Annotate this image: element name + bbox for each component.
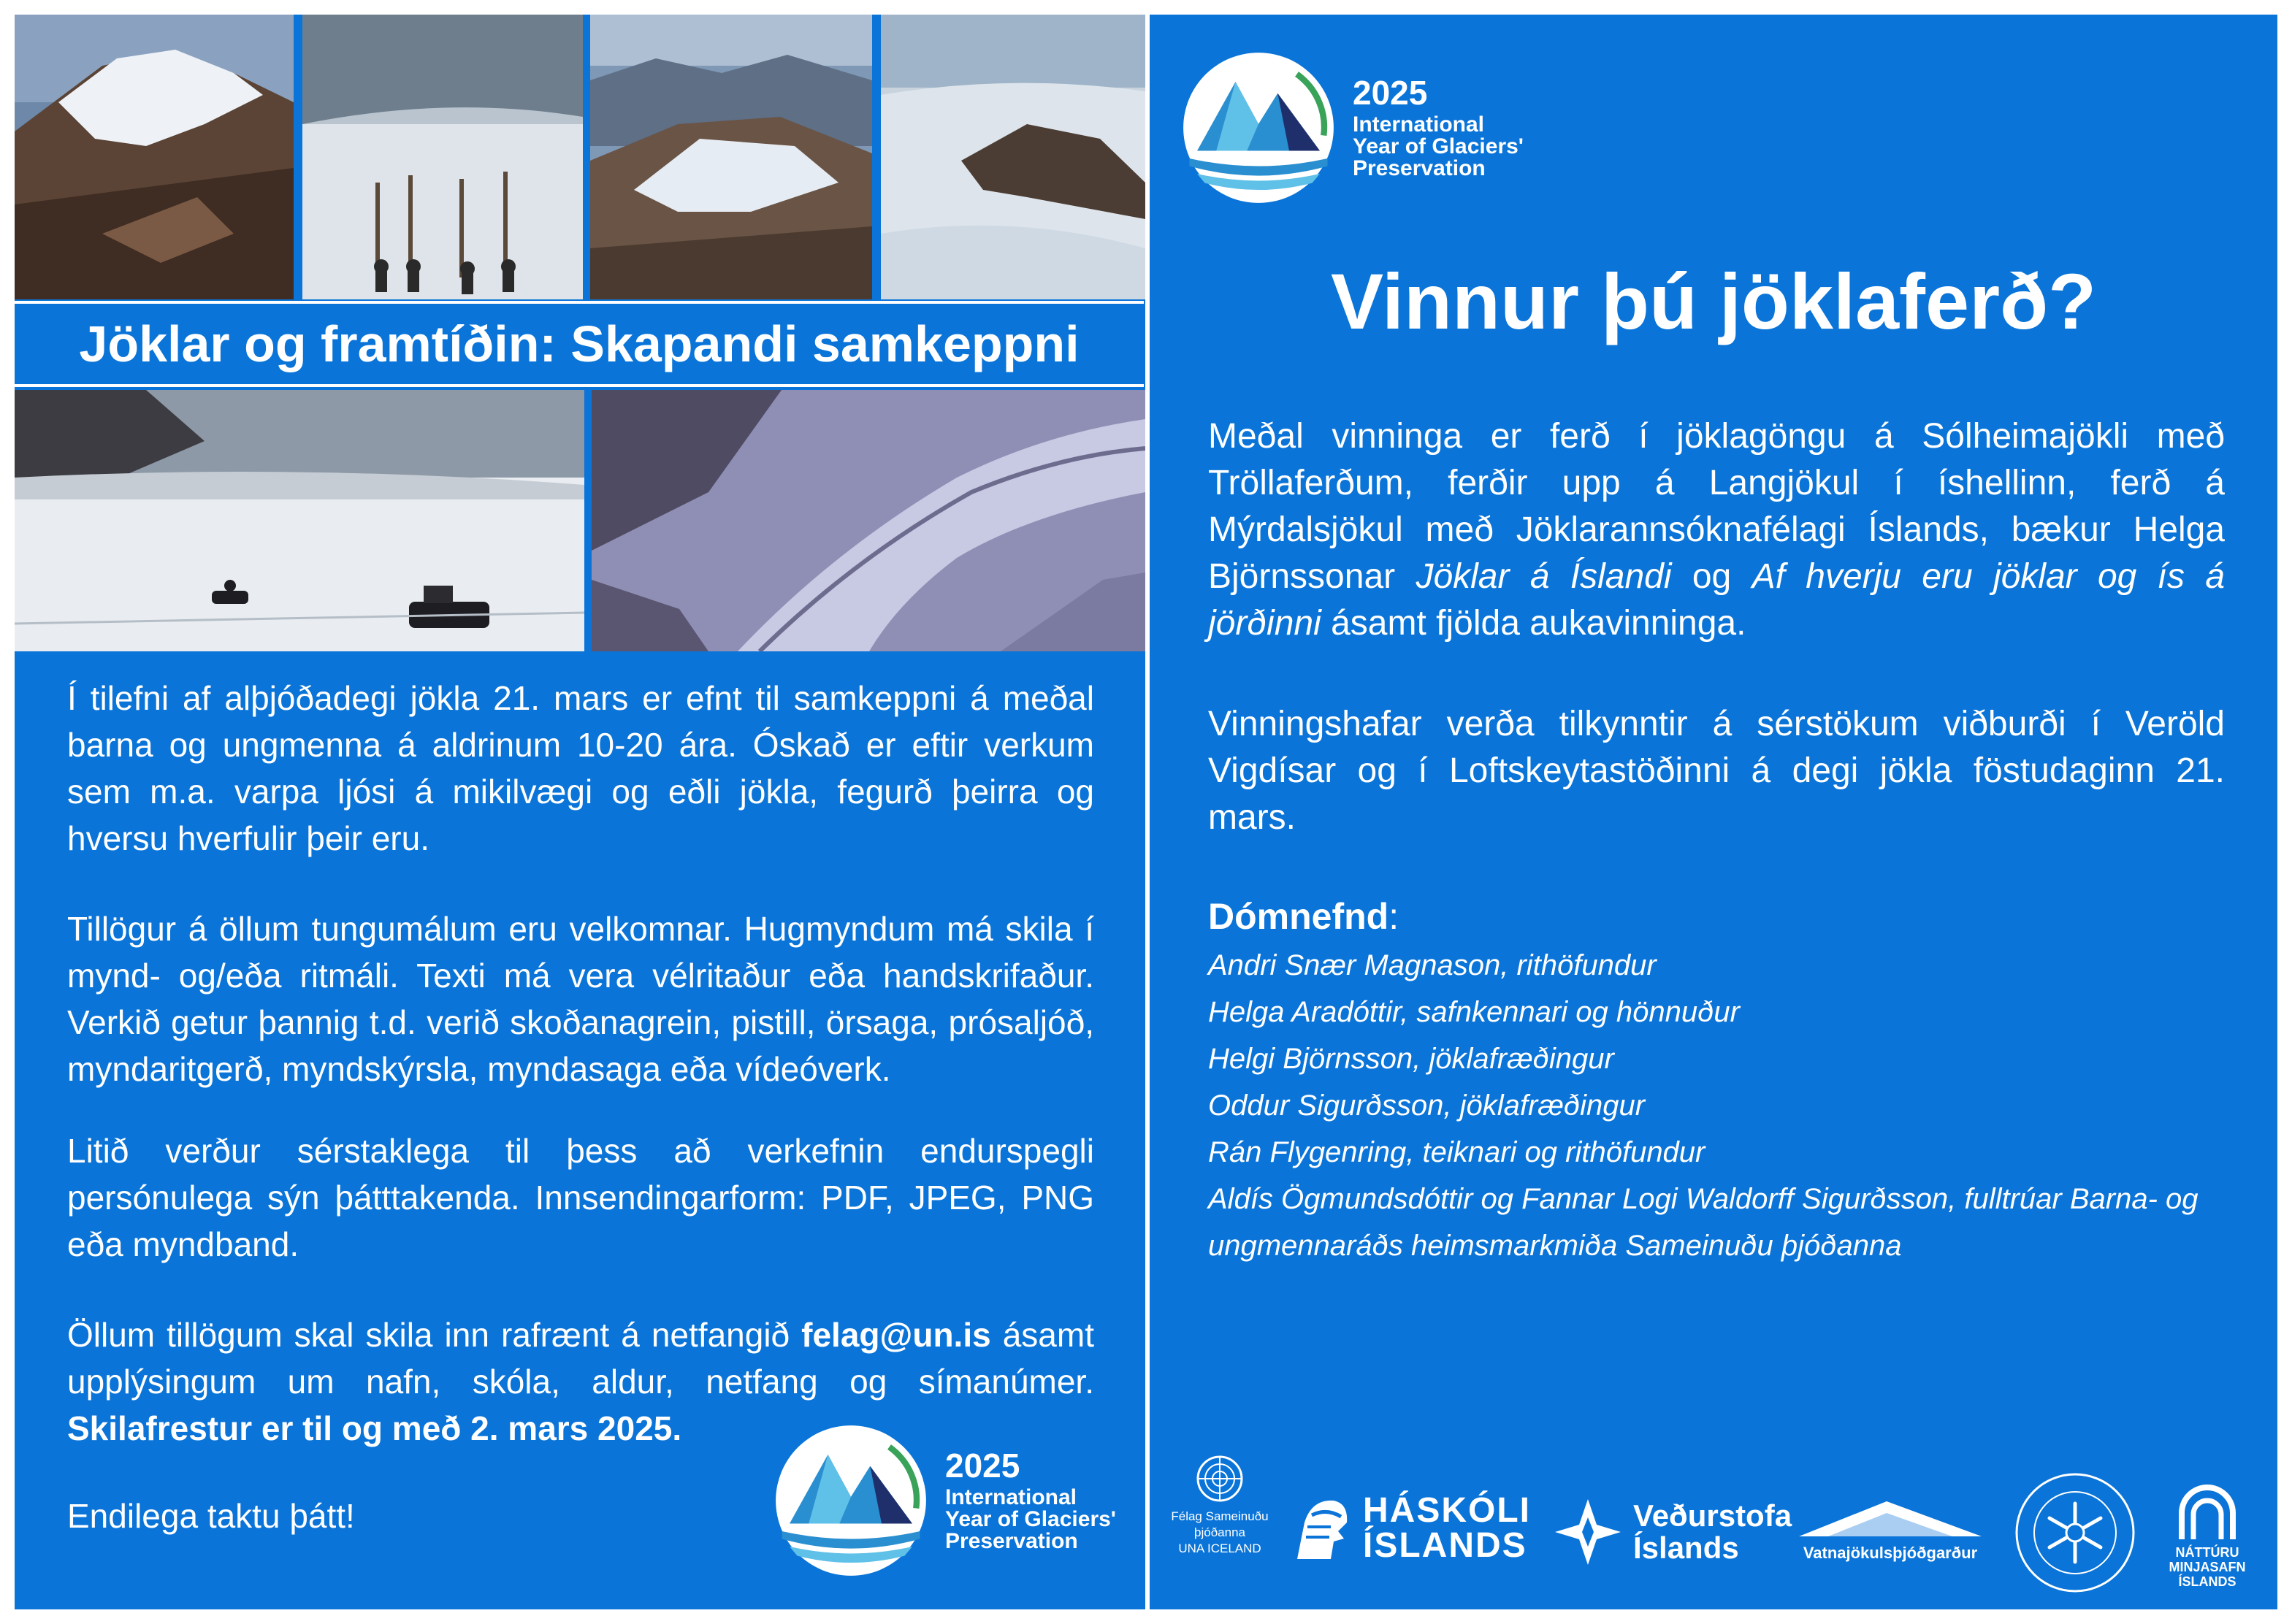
iygp-emblem-icon <box>774 1424 928 1577</box>
una-line3: UNA ICELAND <box>1178 1541 1261 1555</box>
vedurstofa-logo <box>1551 1495 1792 1569</box>
jury-colon: : <box>1388 896 1399 937</box>
photo-ice-cap-aerial <box>881 15 1145 299</box>
intro-paragraph: Í tilefni af alþjóðadegi jökla 21. mars er efnt til samkeppni á meðal barna og ungmenna á aldrinum 10-20 ára. Óskað er eftir verkum sem m.a. varpa ljósi á mikilvægi og eðli jökla, fegurð þeirra og hversu hverfulir þeir eru. <box>67 679 1094 857</box>
prizes-paragraph <box>1208 413 2225 647</box>
iygp-line1: International <box>945 1485 1077 1509</box>
photo-glacier-tongue <box>592 390 1145 651</box>
vatnajokull-logo <box>1795 1497 1985 1563</box>
iygp-line1: International <box>1353 112 1485 137</box>
iygp-line3: Preservation <box>945 1529 1078 1553</box>
iygp-line3: Preservation <box>1353 156 1486 180</box>
jury-member: Helgi Björnsson, jöklafræðingur <box>1208 1043 1614 1075</box>
iygp-year: 2025 <box>1353 74 1428 112</box>
submission-text-a: Öllum tillögum skal skila inn rafrænt á netfangið <box>67 1316 802 1354</box>
contact-email-link[interactable]: felag@un.is <box>801 1316 991 1354</box>
iygp-logo-top <box>1182 51 1524 204</box>
book-title-2: Af hverju eru jöklar og ís á jörðinni <box>1208 557 2226 643</box>
iygp-logo-bottom <box>774 1424 1116 1577</box>
glacier-mountain-icon <box>1799 1497 1982 1538</box>
call-to-action: Endilega taktu þátt! <box>67 1497 355 1535</box>
arch-icon <box>2176 1482 2239 1541</box>
book-title-1: Jöklar á Íslandi <box>1416 557 1672 596</box>
jorfi-logo <box>2013 1471 2137 1595</box>
photo-snow-volcano <box>15 15 294 299</box>
hi-line2: ÍSLANDS <box>1363 1526 1527 1565</box>
iygp-wordmark <box>945 1449 1116 1552</box>
iygp-wordmark <box>1353 76 1524 180</box>
nmsi-line1: NÁTTÚRU <box>2175 1545 2239 1560</box>
haskoli-islands-logo <box>1290 1493 1531 1563</box>
vatna-label: Vatnajökulsþjóðgarður <box>1803 1544 1978 1562</box>
jury-member: Oddur Sigurðsson, jöklafræðingur <box>1208 1089 1646 1122</box>
jury-member: Andri Snær Magnason, rithöfundur <box>1208 949 1657 981</box>
submission-format-paragraph: Tillögur á öllum tungumálum eru velkomnar. Hugmyndum má skila í mynd- og/eða ritmáli. Texti má vera vélritaður eða handskrifaður. Verkið getur þannig t.d. verið skoðanagrein, pistill, örsaga, prósaljóð, myndaritgerð, myndskýrsla, myndasaga eða vídeóverk. <box>67 910 1094 1088</box>
jury-list <box>1208 942 2245 1269</box>
una-iceland-logo <box>1169 1453 1271 1557</box>
jury-heading <box>1208 895 1399 938</box>
photo-snowmobiles <box>15 390 584 651</box>
photo-poles-team <box>302 15 583 299</box>
deadline-text: Skilafrestur er til og með 2. mars 2025. <box>67 1409 682 1447</box>
iygp-year: 2025 <box>945 1447 1020 1485</box>
photo-aerial-mountain <box>590 15 872 299</box>
vi-line2: Íslands <box>1633 1531 1739 1565</box>
criteria-paragraph: Litið verður sérstaklega til þess að verkefnin endurspegli persónulega sýn þátttakenda. Innsendingarform: PDF, JPEG, PNG eða myndband. <box>67 1132 1094 1263</box>
prizes-text-a: Meðal vinninga er ferð í jöklagöngu á Sólheimajökli með Tröllaferðum, ferðir upp á Langjökul í íshellinn, ferð á Mýrdalsjökul með Jöklarannsóknafélagi Íslands, bækur Helga Björnssonar <box>1208 417 2225 596</box>
title-banner <box>15 301 1144 387</box>
prize-heading: Vinnur þú jöklaferð? <box>1330 257 2097 345</box>
athena-head-icon <box>1290 1493 1353 1563</box>
vi-line1: Veðurstofa <box>1633 1498 1792 1533</box>
weather-star-icon <box>1551 1495 1624 1569</box>
winners-paragraph: Vinningshafar verða tilkynntir á sérstökum viðburði í Veröld Vigdísar og í Loftskeytastöðinni á degi jökla föstudaginn 21. mars. <box>1208 705 2225 837</box>
jury-member: Rán Flygenring, teiknari og rithöfundur <box>1208 1136 1705 1168</box>
prizes-og: og <box>1671 557 1752 596</box>
submission-text-b: ásamt upplýsingum um nafn, skóla, aldur, netfang og símanúmer. <box>67 1316 1094 1401</box>
prizes-text-b: ásamt fjölda aukavinninga. <box>1321 604 1746 643</box>
iygp-emblem-icon <box>1182 51 1335 204</box>
iygp-line2: Year of Glaciers' <box>945 1507 1116 1531</box>
jury-label: Dómnefnd <box>1208 896 1389 937</box>
iygp-line2: Year of Glaciers' <box>1353 134 1524 158</box>
jury-member: Aldís Ögmundsdóttir og Fannar Logi Waldorff Sigurðsson, fulltrúar Barna- og ungmennaráðs heimsmarkmiða Sameinuðu þjóðanna <box>1208 1183 2199 1262</box>
jury-member: Helga Aradóttir, safnkennari og hönnuður <box>1208 996 1740 1028</box>
una-line2: þjóðanna <box>1194 1525 1245 1539</box>
un-emblem-icon <box>1194 1453 1245 1504</box>
page-title: Jöklar og framtíðin: Skapandi samkeppni <box>79 315 1080 372</box>
nmsi-line2: MINJASAFN <box>2169 1560 2246 1574</box>
una-line1: Félag Sameinuðu <box>1171 1509 1269 1523</box>
snowflake-seal-icon <box>2013 1471 2137 1595</box>
hi-line1: HÁSKÓLI <box>1363 1491 1531 1530</box>
nmsi-line3: ÍSLANDS <box>2178 1574 2236 1589</box>
natturuminjasafn-logo <box>2156 1482 2258 1589</box>
